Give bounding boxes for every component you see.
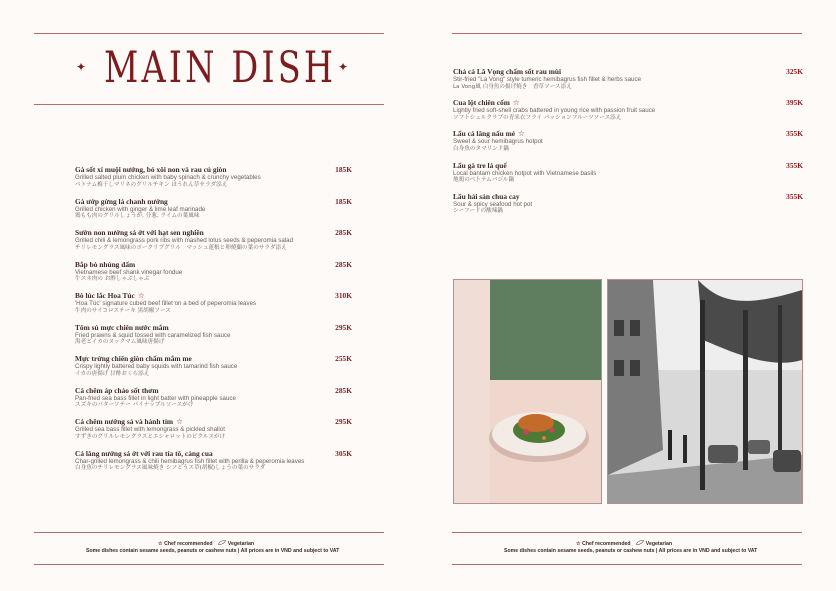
dish-description-jp: 白身魚のチリレモングラス風味焼き シソとうス草(胡椒)しょうの葉のサラダ [75, 465, 266, 471]
dish-description-jp: 海老とイカのヌックマム風味唐揚げ [75, 339, 165, 345]
dish-item [453, 67, 733, 91]
dish-price: 185K [335, 196, 352, 206]
dish-description-jp: 白身魚のタマリンド鍋 [453, 145, 509, 152]
chef-recommended-star-icon: ☆ [512, 98, 520, 108]
dish-name-text: Gà ướp gừng lá chanh nướng [75, 196, 168, 206]
dish-name-text: Sườn non nướng sả ớt với hạt sen nghiền [75, 228, 204, 237]
dish-name-text: Tôm sú mực chiên nước mắm [75, 322, 169, 332]
dish-description-jp: すずきのグリルレモングラスとエシャロットのピクルスがけ [75, 433, 226, 440]
vegetarian-label: Vegetarian [645, 541, 673, 547]
dish-description-en: Stir-fried "La Vong" style tumeric hemibagrus fish fillet & herbs sauce [453, 76, 642, 83]
chef-recommended-star-icon: ☆ [176, 417, 183, 426]
dish-name-text: Cá chẽm áp chảo sốt thơm [75, 385, 159, 395]
dish-item [453, 98, 733, 122]
dish-item [453, 192, 733, 216]
chef-recommended-label: Chef recommended [164, 541, 213, 547]
footer-rule-bottom [452, 564, 802, 565]
dish-item [453, 161, 733, 185]
footer-rule-bottom [34, 564, 384, 565]
menu-page-right [418, 0, 836, 591]
footer-note: Some dishes contain sesame seeds, peanuts or cashew nuts | All prices are in VND and subject to VAT [504, 548, 758, 554]
dish-description-en: Lightly fried soft-shell crabs battered in young rice with passion fruit sauce [453, 107, 656, 115]
dish-price: 285K [335, 259, 352, 269]
dish-description-jp: チリレモングラス風味のポークリブグリル マッシュ蓮根と卵焼蘭の葉のサラダ添え [75, 244, 287, 251]
dish-description-en: 'Hoa Túc' signature cubed beef fillet on a bed of peperomia leaves [75, 300, 257, 307]
dish-description-en: Pan-fried sea bass fillet in light batter with pineapple sauce [75, 394, 236, 402]
dish-price: 185K [335, 165, 352, 174]
sparkle-icon: ✦ [76, 60, 87, 74]
chef-recommended-star-icon: ☆ [518, 129, 525, 139]
footer-rule-top [452, 532, 802, 533]
dish-description-jp: La Vong風 白身魚の揚げ焼き 香草ソース添え [453, 83, 572, 90]
menu-title: MAIN DISH [104, 43, 337, 93]
dish-description-jp: ベトナム梅干しマリネのグリルチキン ほうれん草サラダ添え [75, 181, 228, 188]
dish-price: 310K [335, 291, 352, 300]
dish-price: 355K [786, 191, 803, 201]
dish-price: 295K [335, 322, 352, 332]
dish-name [453, 67, 733, 76]
dish-description-jp: 牛肉のサイコロステーキ 黒胡椒ソース [75, 307, 171, 314]
street-photo [607, 279, 803, 504]
dish-price: 305K [335, 448, 352, 458]
dish-name-text: Cua lột chiên cốm [453, 98, 510, 108]
dish-description-en: Crispy lightly battered baby squids with tamarind fish sauce [75, 363, 238, 370]
dish-name [453, 161, 733, 170]
dish-description-en: Vietnamese beef shank vinegar fondue [75, 268, 183, 276]
dish-description-en: Grilled sea bass fillet with lemongrass & pickled shallot [75, 426, 225, 433]
dish-price: 395K [786, 98, 803, 108]
dish-description-jp: 地鶏のベトナムバジル鍋 [453, 177, 515, 184]
dish-description-en: Fried prawns & squid tossed with caramelized fish sauce [75, 331, 231, 339]
dish-name-text: Lẩu hải sản chua cay [453, 191, 520, 201]
dish-description-en: Grilled chili & lemongrass pork ribs with mashed lotus seeds & peperomia salad [75, 237, 294, 244]
dish-description-en: Char-grilled lemongrass & chili hemibagrus fish fillet with perilla & peperomia leaves [75, 457, 305, 465]
dish-description-jp: スズキのバターソテー パイナップルソースがけ [75, 402, 194, 408]
dish-price: 285K [335, 385, 352, 395]
dish-description-jp: 牛スネ肉の お酢しゃぶしゃぶ [75, 276, 150, 282]
vegetarian-label: Vegetarian [227, 541, 255, 547]
dish-description-en: Sour & spicy seafood hot pot [453, 200, 533, 208]
dish-description-jp: 鶏もも肉のグリルしょうが, 分葱, ライムの葉風味 [75, 213, 200, 219]
dish-description-en: Grilled chicken with ginger & lime leaf marinade [75, 205, 206, 213]
dish-item [453, 129, 733, 153]
dish-name-text: Cá lăng nướng sả ớt với rau tía tô, càng cua [75, 448, 213, 458]
footer-legend [158, 540, 254, 547]
dish-name-text: Gà sốt xí muội nướng, bó xôi non và rau củ giòn [75, 165, 227, 174]
dish-description-en: Sweet & sour hemibagrus hotpot [453, 138, 543, 146]
leaf-icon [636, 541, 644, 547]
dish-name-text: Mực trứng chiên giòn chấm mắm me [75, 354, 192, 363]
dish-description-en: Local bantam chicken hotpot with Vietnamese basils [453, 169, 597, 177]
chef-recommended-label: Chef recommended [582, 541, 631, 547]
dish-price: 325K [786, 67, 803, 76]
footer-legend [576, 540, 672, 547]
dish-name-text: Lẩu gà tre lá quế [453, 160, 507, 170]
dish-name-text: Bò lúc lắc Hoa Túc [75, 291, 135, 300]
dish-price: 295K [335, 417, 352, 426]
dish-name-text: Lẩu cá lăng nấu mẻ [453, 129, 516, 139]
dish-description-jp: ソフトシェルクラブの青米衣フライ パッションフルーツソース添え [453, 114, 622, 121]
dish-description-jp: イカの唐揚げ 甘酢おくら添え [75, 370, 150, 377]
dish-description-en: Grilled salted plum chicken with baby spinach & crunchy vegetables [75, 174, 261, 181]
top-rule [452, 33, 802, 34]
leaf-icon [218, 541, 226, 547]
dish-price: 355K [786, 160, 803, 170]
title-rule [34, 104, 384, 105]
dish-name [453, 192, 733, 201]
dish-price: 285K [335, 228, 352, 237]
star-icon: ☆ [158, 541, 163, 547]
dish-price: 255K [335, 354, 352, 363]
footer-rule-top [34, 532, 384, 533]
dish-name [453, 98, 733, 107]
footer-note: Some dishes contain sesame seeds, peanuts or cashew nuts | All prices are in VND and subject to VAT [86, 548, 340, 554]
dish-photo [453, 279, 602, 504]
sparkle-icon: ✦ [338, 60, 349, 74]
dish-name-text: Cá chẽm nướng sả và hành tím [75, 417, 174, 426]
dish-description-jp: シーフードの酸辣鍋 [453, 208, 503, 215]
chef-recommended-star-icon: ☆ [137, 291, 145, 300]
top-rule [34, 33, 384, 34]
dish-price: 355K [786, 129, 803, 139]
star-icon: ☆ [576, 541, 581, 547]
dish-name-text: Chả cá Lã Vọng chấm sốt rau mùi [453, 67, 562, 76]
dish-name-text: Bắp bò nhúng dấm [75, 259, 136, 269]
dish-name [453, 129, 733, 138]
